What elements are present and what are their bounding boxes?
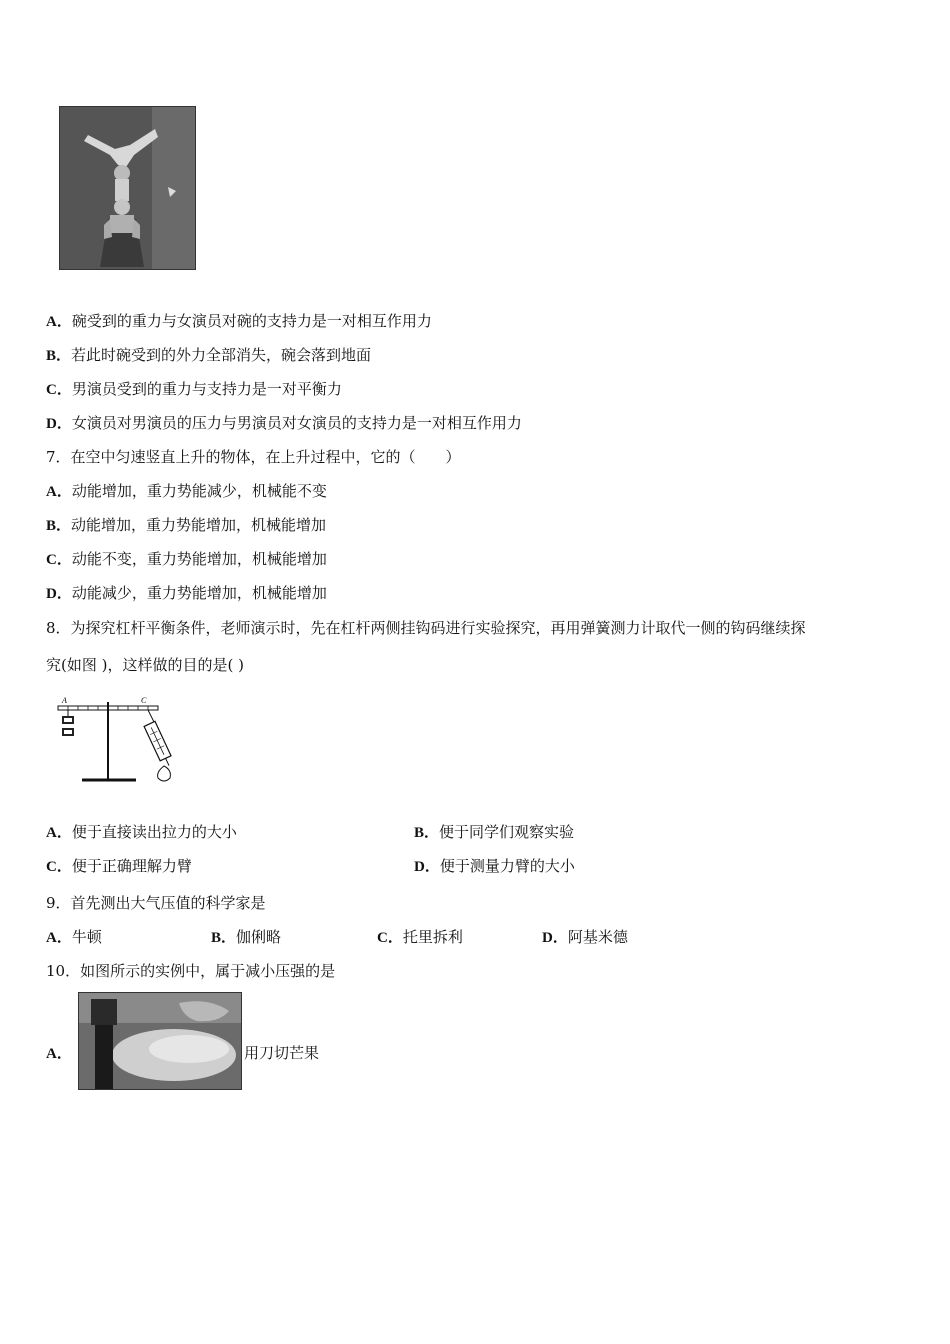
q8-option-a[interactable]	[46, 822, 237, 843]
option-text: 便于正确理解力臂	[71, 857, 192, 875]
option-text: 便于同学们观察实验	[439, 823, 575, 841]
option-text: 便于测量力臂的大小	[439, 857, 575, 875]
q9-option-d[interactable]	[542, 927, 628, 948]
option-text: 若此时碗受到的外力全部消失，碗会落到地面	[71, 346, 372, 364]
option-letter: A．	[46, 930, 72, 946]
q7-option-a[interactable]	[46, 481, 327, 502]
q9-stem: 9．首先测出大气压值的科学家是	[46, 894, 266, 912]
q6-option-a[interactable]	[46, 311, 432, 332]
option-text: 阿基米德	[567, 928, 628, 946]
option-letter: D．	[414, 859, 440, 875]
lever-figure	[46, 692, 196, 792]
acrobat-photo	[59, 106, 196, 270]
option-letter: D．	[46, 416, 72, 432]
option-text: 女演员对男演员的压力与男演员对女演员的支持力是一对相互作用力	[71, 414, 522, 432]
q9-option-c[interactable]	[377, 927, 463, 948]
q6-option-c[interactable]	[46, 379, 342, 400]
mango-illustration	[79, 993, 241, 1089]
option-letter: B．	[46, 518, 72, 534]
option-letter: A．	[46, 825, 72, 841]
lever-diagram	[46, 692, 196, 792]
q10-stem: 10．如图所示的实例中，属于减小压强的是	[46, 962, 336, 980]
q7-option-b[interactable]	[46, 515, 326, 536]
q8-option-d[interactable]	[414, 856, 575, 877]
q8-stem-line2: 究(如图 )，这样做的目的是( )	[46, 656, 244, 674]
option-letter: C．	[46, 382, 72, 398]
q8-option-c[interactable]	[46, 856, 192, 877]
q7-option-c[interactable]	[46, 549, 327, 570]
option-letter: C．	[46, 859, 72, 875]
option-letter: C．	[377, 930, 403, 946]
option-letter: A．	[46, 314, 72, 330]
q6-option-b[interactable]	[46, 345, 371, 366]
option-text: 托里拆利	[402, 928, 463, 946]
mango-cutting-photo	[78, 992, 242, 1090]
q6-option-d[interactable]	[46, 413, 522, 434]
option-text: 伽俐略	[236, 928, 282, 946]
option-text: 碗受到的重力与女演员对碗的支持力是一对相互作用力	[71, 312, 432, 330]
q8-stem-line1: 8．为探究杠杆平衡条件，老师演示时，先在杠杆两侧挂钩码进行实验探究，再用弹簧测力计取代一侧的钩码继续探	[46, 619, 806, 637]
spring-scale	[144, 721, 174, 768]
option-letter: B．	[46, 348, 72, 364]
option-letter: A．	[46, 1046, 72, 1062]
option-letter: C．	[46, 552, 72, 568]
acrobat-illustration	[60, 107, 195, 269]
option-text: 牛顿	[71, 928, 102, 946]
option-text: 动能不变，重力势能增加，机械能增加	[71, 550, 327, 568]
option-text: 动能增加，重力势能增加，机械能增加	[71, 516, 327, 534]
q7-option-d[interactable]	[46, 583, 327, 604]
option-letter: A．	[46, 484, 72, 500]
option-letter: D．	[542, 930, 568, 946]
q10-option-a-text: 用刀切芒果	[244, 1044, 320, 1062]
option-text: 动能减少，重力势能增加，机械能增加	[71, 584, 327, 602]
knife	[95, 1023, 113, 1089]
option-text: 便于直接读出拉力的大小	[71, 823, 237, 841]
q10-option-a[interactable]	[46, 1043, 72, 1064]
q9-option-b[interactable]	[211, 927, 281, 948]
option-text: 动能增加，重力势能减少，机械能不变	[71, 482, 327, 500]
q7-stem: 7．在空中匀速竖直上升的物体，在上升过程中，它的（ ）	[46, 448, 461, 466]
option-letter: D．	[46, 586, 72, 602]
option-letter: B．	[211, 930, 237, 946]
q8-option-b[interactable]	[414, 822, 574, 843]
hand-icon	[158, 766, 171, 781]
option-text: 男演员受到的重力与支持力是一对平衡力	[71, 380, 342, 398]
label-a: A	[62, 696, 67, 705]
label-c: C	[141, 696, 147, 705]
q9-option-a[interactable]	[46, 927, 102, 948]
option-letter: B．	[414, 825, 440, 841]
